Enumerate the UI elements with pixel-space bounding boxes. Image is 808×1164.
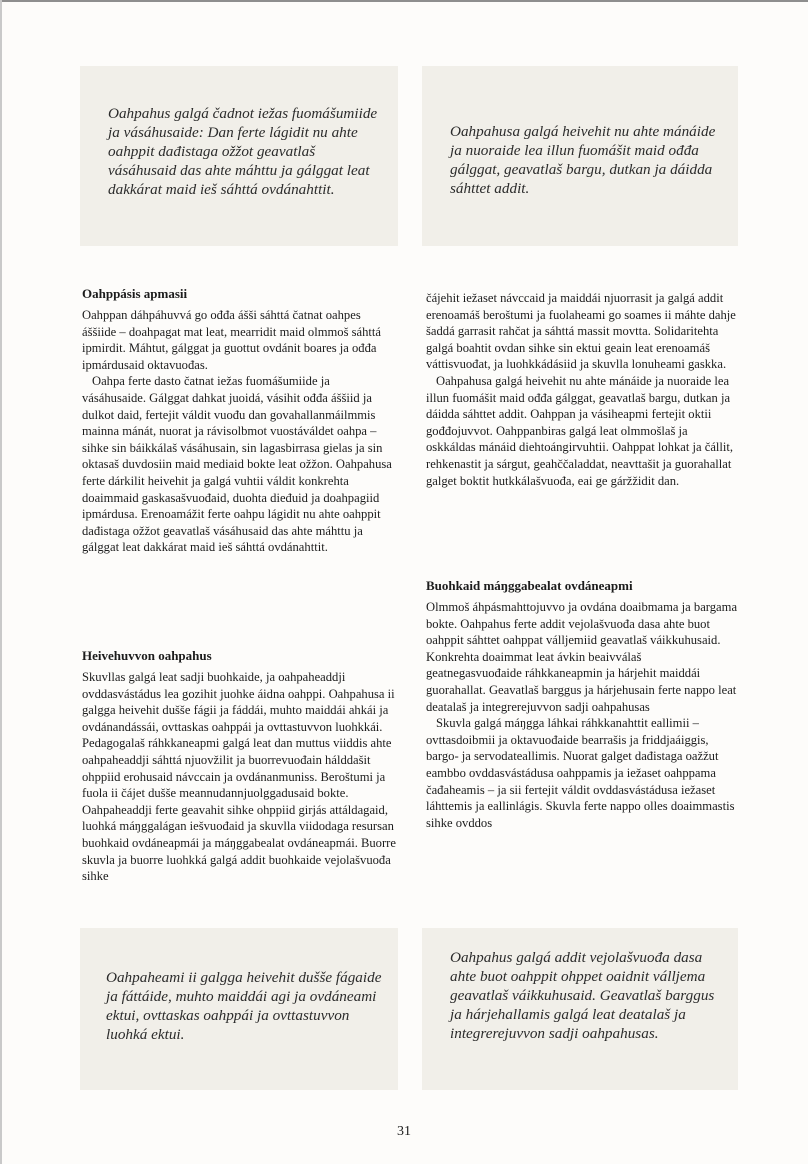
pull-quote-text: Oahpahusa galgá heivehit nu ahte mánáide ja nuoraide lea illun fuomášit maid ođđa gálggat, geavatlaš bargu, dutkan ja dáidda sáhttet addit. — [450, 123, 716, 197]
paragraph: Oahppan dáhpáhuvvá go ođđa ášši sáhttá čatnat oahpes áššiide – doahpagat mat leat, mearridit maid olmmoš sáhttá ipmirdit. Máhtut, gálggat ja guottut ovdánit boares ja ođđa ipmárdusaid oktavuođas. — [82, 308, 382, 372]
paragraph: Olmmoš áhpásmahttojuvvo ja ovdána doaibmama ja bargama bokte. Oahpahus ferte addit vejolašvuođa dasa ahte buot oahppit sáhttet oahppat válljemiid geavatlaš váikkuhusaid. Konkrehta doaimmat leat ávkin beaivválaš geatnegasvuođaide ráhkkaneapmin ja hárjehit maiddái guorahallat. Geavatlaš barggus ja hárjehusain ferte nappo leat deatalaš ja integrerejuvvon sadji oahpahusas — [426, 600, 738, 714]
paragraph: Oahpa ferte dasto čatnat iežas fuomášumiide ja vásáhusaide. Gálggat dahkat juoidá, vásihit ođđa áššiid ja dulkot daid, fertejit váldit vuođu dan govahallanmáilmmis mainna mánát, nuorat ja rávisolbmot vuostáváldet oahpa – sihke sin báikkálaš vásáhusain, sin lagasbirrasa gielas ja sin oktasaš duvdosiin maid mediaid bokte leat ožžon. Oahpahusa ferte dárkilit heivehit ja galgá vuhtii váldit konkrehta doaimmaid gaskasašvuođaid, duohta dieđuid ja doahpagiid ipmárdusa. Erenoamážit ferte oahpu lágidit nu ahte oahppit dađistaga ožžot geavatlaš vásáhusaid das ahte máhttu ja gálggat leat dakkárat maid ieš sáhttá ovdánahttit. — [82, 374, 392, 555]
top-rule — [0, 0, 808, 2]
section-heading: Buohkaid máŋggabealat ovdáneapmi — [426, 578, 633, 593]
pull-quote-text: Oahpaheami ii galgga heivehit dušše fágaide ja fáttáide, muhto maiddái agi ja ovdáneami ektui, ovttaskas oahppái ja ovttastuvvon luohká ektui. — [106, 969, 382, 1043]
right-column-bottom — [426, 578, 740, 831]
pull-quote-top-left — [80, 66, 398, 246]
right-column-top — [426, 290, 740, 489]
paragraph: Skuvla galgá máŋgga láhkai ráhkkanahttit eallimii – ovttasdoibmii ja oktavuođaide bearrašis ja friddjaáiggis, bargo- ja servodateallimis. Nuorat galget dađistaga oažžut eambbo ovddasvástádusa oahppamis ja iežaset oahppama čađaheamis – ja sii fertejit váldit ovddasvástádusa iežaset láhttemis ja eallinlágis. Skuvla ferte nappo olles doaimmastis sihke ovddos — [426, 716, 735, 830]
paragraph: Skuvllas galgá leat sadji buohkaide, ja oahpaheaddji ovddasvástádus lea gozihit juohke áidna oahppi. Oahpahusa ii galgga heivehit dušše fágii ja fáddái, muhto maiddái ahkái ja ovdánandássái, ovttaskas oahppái ja ovttastuvvon luohkkái. Pedagogalaš ráhkkaneapmi galgá leat dan muttus viiddis ahte oahpaheaddji sáhttá njuovžilit ja buorrevuođain hálddašit ohppiid erohusaid návccain ja ovdánanmuniss. Beroštumi ja fuola ii čájet dušše meannudannjuolggadusaid bokte. Oahpaheaddji ferte geavahit sihke ohppiid girjás attáldagaid, luohká máŋggalágan iešvuođaid ja skuvlla viidodaga resursan buohkaid ovdáneapmái ja máŋggabealat ovdáneapmái. Buorre skuvla ja buorre luohkká galgá addit buohkaide vejolašvuođa sihke — [82, 670, 396, 884]
left-column-top — [82, 286, 396, 556]
pull-quote-bottom-right — [422, 928, 738, 1090]
left-column-bottom — [82, 648, 396, 885]
section-heading: Heivehuvvon oahpahus — [82, 648, 212, 663]
section-heading: Oahppásis apmasii — [82, 286, 188, 301]
page-number: 31 — [397, 1124, 411, 1139]
paragraph: čájehit iežaset návccaid ja maiddái njuorrasit ja galgá addit erenoamáš beroštumi ja fuolaheami go soames ii máhte dahje šaddá garrasit rahčat ja sáhttá massit movtta. Solidaritehta galgá boahtit ovdan sihke sin ektui geain leat erenoamáš váttisvuođat, ja luohkkádásiid ja skuvlla lonuheami gaskka. — [426, 291, 736, 372]
pull-quote-text: Oahpahus galgá addit vejolašvuođa dasa ahte buot oahppit ohppet oaidnit válljema geavatlaš váikkuhusaid. Geavatlaš barggus ja hárjehallamis galgá leat deatalaš ja integrerejuvvon sadji oahpahusas. — [450, 949, 715, 1042]
paragraph: Oahpahusa galgá heivehit nu ahte mánáide ja nuoraide lea illun fuomášit maid ođđa gálggat, geavatlaš bargu, dutkan ja dáidda sáhttet addit. Oahppan ja vásiheapmi fertejit oktii gođđojuvvot. Oahppanbiras galgá leat olmmošlaš ja oskkáldas mánáid diehtoángirvuhtii. Oahppat lohkat ja čállit, rehkenastit ja sárgut, geahččaladdat, neavttašit ja guorahallat galget boktit hutkkálašvuođa, eai ge gáržžidit dan. — [426, 373, 734, 488]
pull-quote-top-right — [422, 66, 738, 246]
pull-quote-text: Oahpahus galgá čadnot iežas fuomášumiide ja vásáhusaide: Dan ferte lágidit nu ahte oahppit dađistaga ožžot geavatlaš vásáhusaid das ahte máhttu ja gálggat leat dakkárat maid ieš sáhttá ovdánahttit. — [108, 105, 378, 198]
pull-quote-bottom-left — [80, 928, 398, 1090]
page-edge — [0, 0, 2, 1164]
